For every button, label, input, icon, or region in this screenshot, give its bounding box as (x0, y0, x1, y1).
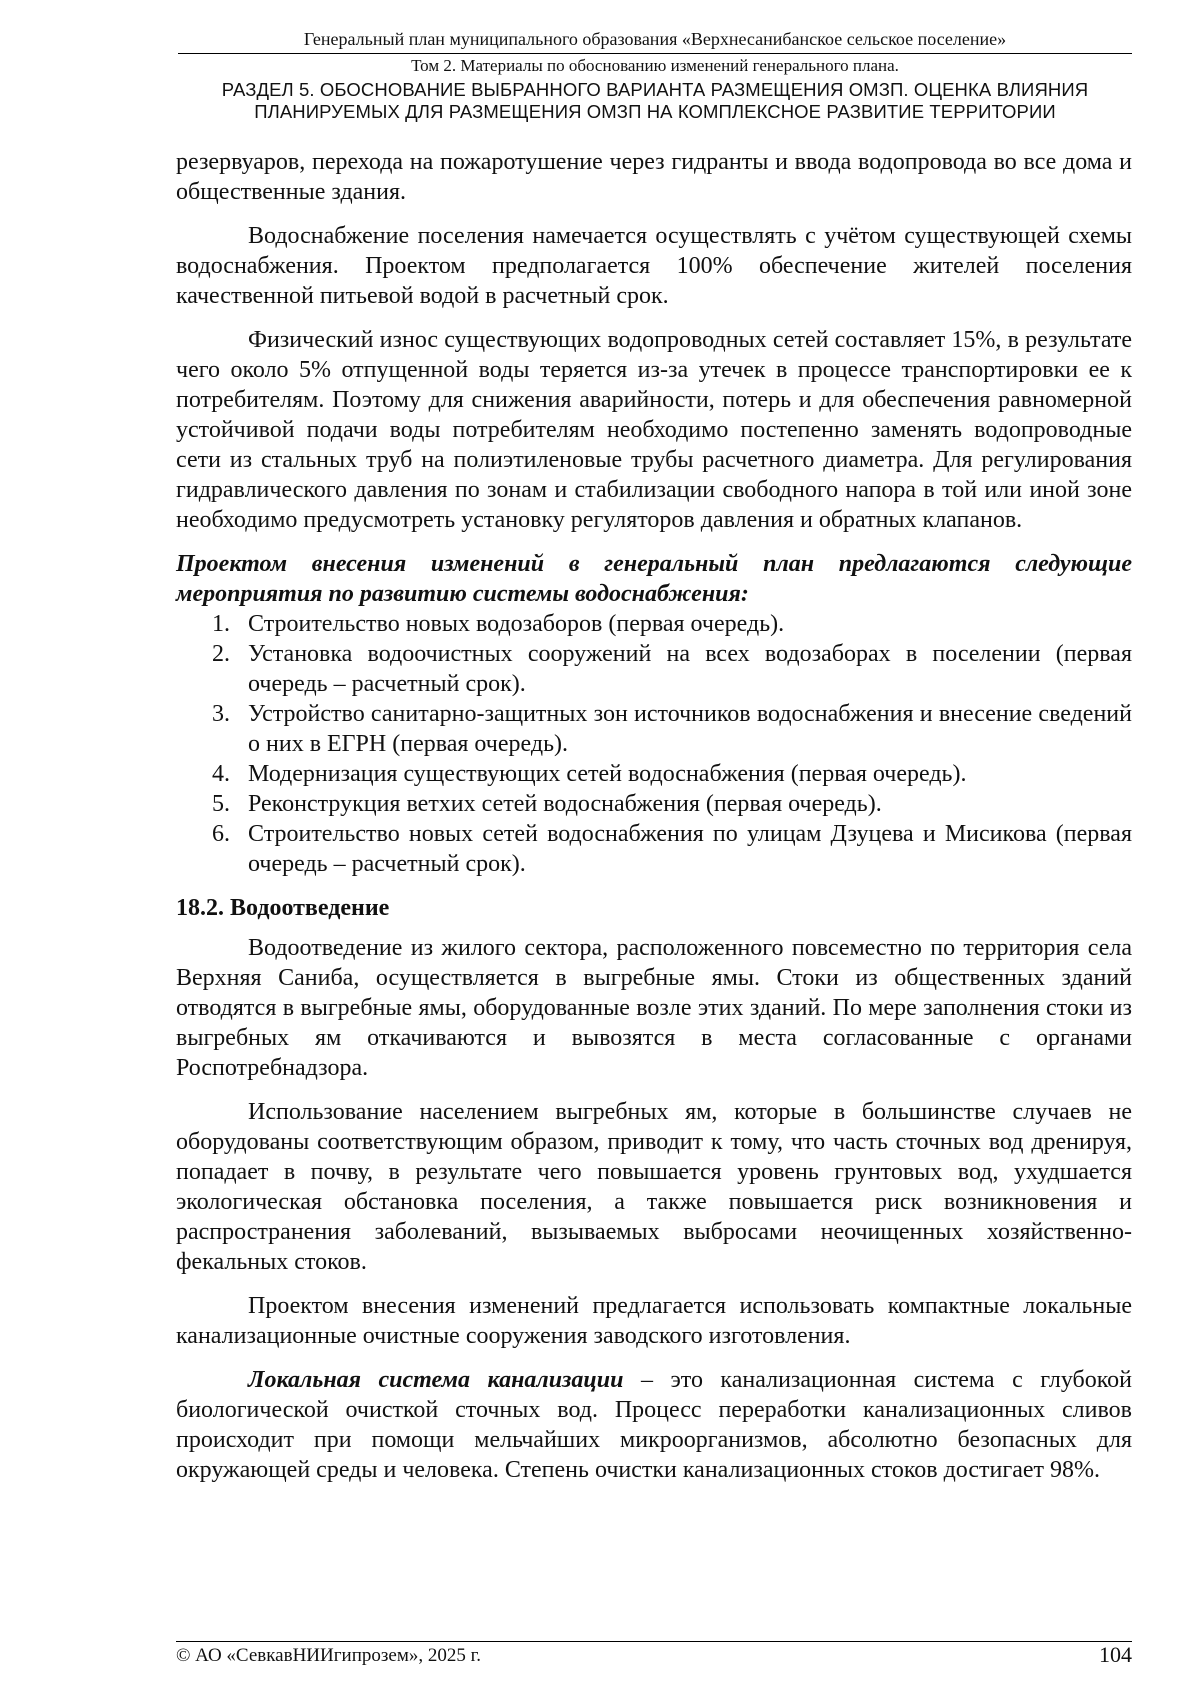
header-title: Генеральный план муниципального образования «Верхнесанибанское сельское поселение» (303, 29, 1007, 49)
list-item-text: Модернизация существующих сетей водоснабжения (первая очередь). (248, 761, 967, 787)
measures-lead: Проектом внесения изменений в генеральный план предлагаются следующие мероприятия по развитию системы водоснабжения: (176, 551, 1132, 607)
list-item (176, 699, 1132, 759)
document-body (176, 147, 1132, 1499)
list-item (176, 759, 1132, 789)
list-item-number: 2. (212, 641, 230, 667)
list-item-text: Установка водоочистных сооружений на всех водозаборах в поселении (первая очередь – расчетный срок). (248, 641, 1132, 697)
list-item-number: 4. (212, 761, 230, 787)
list-item (176, 639, 1132, 699)
list-item (176, 819, 1132, 879)
paragraph-proposal: Проектом внесения изменений предлагается использовать компактные локальные канализационные очистные сооружения заводского изготовления. (176, 1293, 1132, 1349)
list-item-number: 6. (212, 821, 230, 847)
footer-copyright: © АО «СевкавНИИгипрозем», 2025 г. (176, 1645, 481, 1666)
list-item-number: 1. (212, 611, 230, 637)
paragraph-water-supply-plan: Водоснабжение поселения намечается осуществлять с учётом существующей схемы водоснабжения. Проектом предполагается 100% обеспечение жителей поселения качественной питьевой водой в расчетный срок. (176, 223, 1132, 309)
paragraph-local-system (176, 1365, 1132, 1485)
list-item-number: 3. (212, 701, 230, 727)
list-item-text: Строительство новых сетей водоснабжения по улицам Дзуцева и Мисикова (первая очередь – расчетный срок). (248, 821, 1132, 877)
header-section-line-1: РАЗДЕЛ 5. ОБОСНОВАНИЕ ВЫБРАННОГО ВАРИАНТА РАЗМЕЩЕНИЯ ОМЗП. ОЦЕНКА ВЛИЯНИЯ (221, 79, 1089, 100)
list-item-text: Реконструкция ветхих сетей водоснабжения (первая очередь). (248, 791, 882, 817)
header-section (178, 79, 1132, 123)
paragraph-sewerage-current: Водоотведение из жилого сектора, расположенного повсеместно по территория села Верхняя Саниба, осуществляется в выгребные ямы. Стоки из общественных зданий отводятся в выгребные ямы, оборудованные возле этих зданий. По мере заполнения стоки из выгребных ям откачиваются и вывозятся в места согласованные с органами Роспотребнадзора. (176, 935, 1132, 1081)
list-item-text: Строительство новых водозаборов (первая очередь). (248, 611, 785, 637)
local-system-definition: – это канализационная система с глубокой биологической очисткой сточных вод. Процесс переработки канализационных сливов происходит при помощи мельчайших микроорганизмов, абсолютно безопасных для окружающей среды и человека. Степень очистки канализационных стоков достигает 98%. (176, 1367, 1133, 1483)
list-item (176, 609, 1132, 639)
header-volume: Том 2. Материалы по обоснованию изменений генерального плана. (411, 56, 899, 75)
paragraph-network-wear: Физический износ существующих водопроводных сетей составляет 15%, в результате чего около 5% отпущенной воды теряется из-за утечек в процессе транспортировки ее к потребителям. Поэтому для снижения аварийности, потерь и для обеспечения равномерной устойчивой подачи воды потребителям необходимо постепенно заменять водопроводные сети из стальных труб на полиэтиленовые трубы расчетного диаметра. Для регулирования гидравлического давления по зонам и стабилизации свободного напора в той или иной зоне необходимо предусмотреть установку регуляторов давления и обратных клапанов. (176, 327, 1132, 533)
header-section-line-2: ПЛАНИРУЕМЫХ ДЛЯ РАЗМЕЩЕНИЯ ОМЗП НА КОМПЛЕКСНОЕ РАЗВИТИЕ ТЕРРИТОРИИ (254, 101, 1056, 122)
list-item-number: 5. (212, 791, 230, 817)
section-heading: 18.2. Водоотведение (176, 895, 390, 921)
header-rule (178, 53, 1132, 54)
paragraph-cesspools-impact: Использование населением выгребных ям, которые в большинстве случаев не оборудованы соответствующим образом, приводит к тому, что часть сточных вод дренируя, попадает в почву, в результате чего повышается уровень грунтовых вод, ухудшается экологическая обстановка поселения, а также повышается риск возникновения и распространения заболеваний, вызываемых выбросами неочищенных хозяйственно-фекальных стоков. (176, 1099, 1132, 1275)
list-item (176, 789, 1132, 819)
paragraph-continuation: резервуаров, перехода на пожаротушение через гидранты и ввода водопровода во все дома и общественные здания. (176, 149, 1132, 205)
measures-list (176, 609, 1132, 879)
term-local-system: Локальная система канализации (248, 1367, 624, 1393)
page-number: 104 (1099, 1642, 1132, 1667)
list-item-text: Устройство санитарно-защитных зон источников водоснабжения и внесение сведений о них в ЕГРН (первая очередь). (248, 701, 1132, 757)
footer-rule (176, 1641, 1132, 1642)
